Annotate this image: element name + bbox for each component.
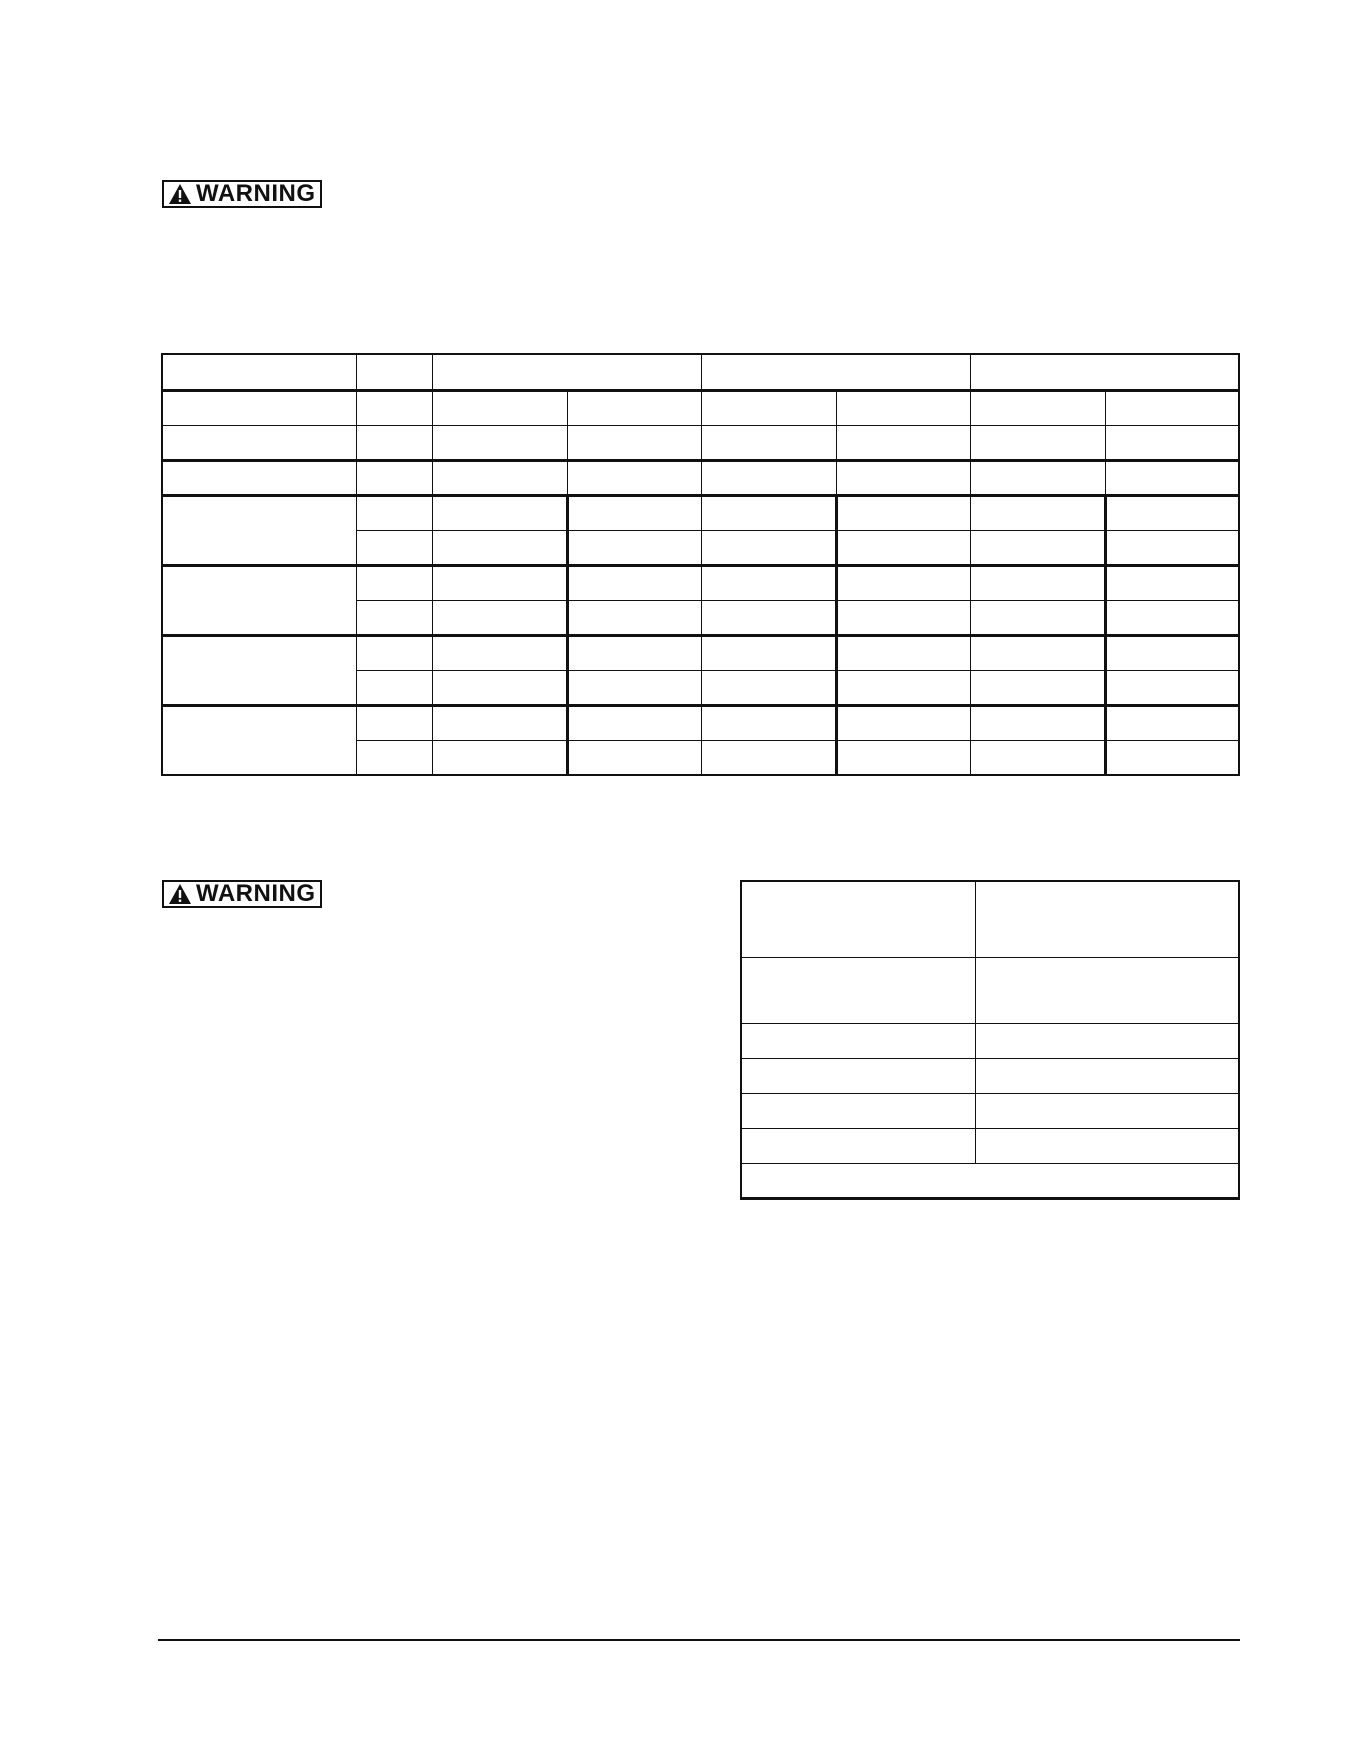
table-row — [162, 705, 1239, 740]
table-row — [741, 1128, 1239, 1163]
table-row — [741, 881, 1239, 957]
table-row — [162, 425, 1239, 460]
table-cell — [356, 354, 432, 390]
warning-triangle-icon — [168, 183, 192, 205]
table-row — [741, 1163, 1239, 1198]
table-row — [162, 495, 1239, 530]
specification-table — [161, 353, 1240, 776]
footer-rule — [158, 1639, 1240, 1641]
table-header-row — [162, 354, 1239, 390]
side-table — [740, 880, 1240, 1200]
table-row — [741, 1023, 1239, 1058]
table-cell — [701, 354, 970, 390]
table-row — [741, 1058, 1239, 1093]
table-row — [162, 565, 1239, 600]
table-cell — [162, 354, 356, 390]
warning-label: WARNING — [196, 880, 316, 907]
table-row — [741, 957, 1239, 1023]
table-cell — [432, 354, 701, 390]
warning-label: WARNING — [196, 180, 316, 207]
warning-triangle-icon — [168, 883, 192, 905]
table-cell — [970, 354, 1239, 390]
table-row — [162, 460, 1239, 495]
warning-badge — [162, 880, 322, 908]
table-row — [162, 390, 1239, 425]
table-row — [741, 1093, 1239, 1128]
warning-badge — [162, 180, 322, 208]
table-row — [162, 635, 1239, 670]
